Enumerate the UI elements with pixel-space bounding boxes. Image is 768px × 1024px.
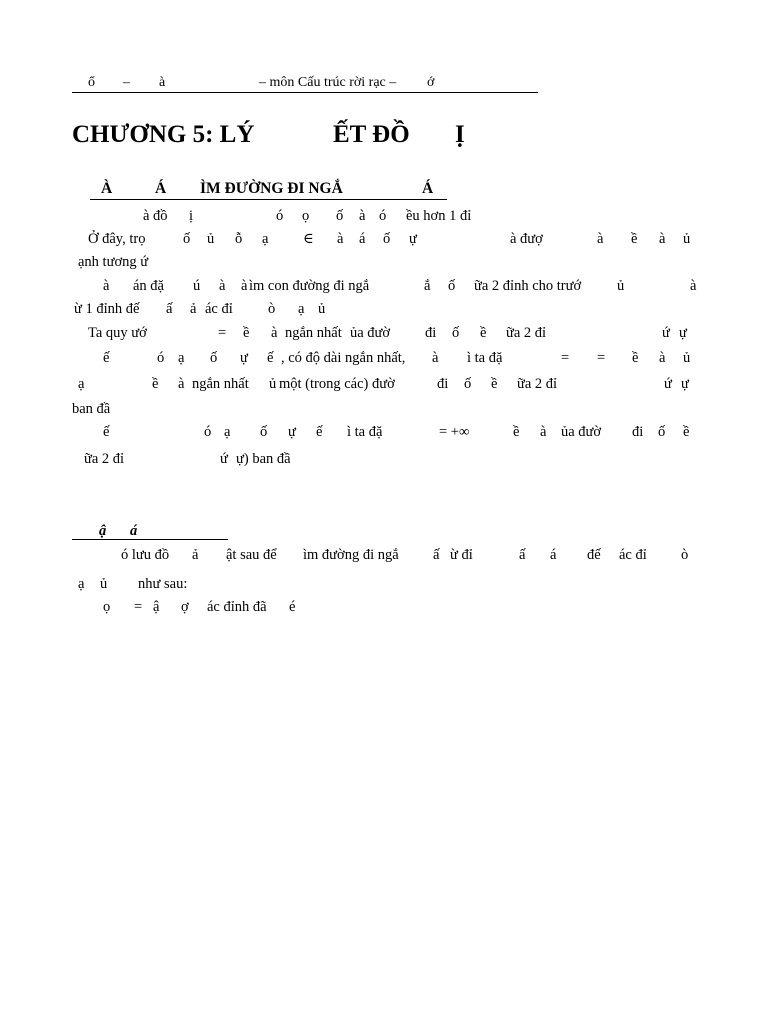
running-header: [72, 74, 538, 93]
header-course: – môn Cấu trúc rời rạc –: [259, 75, 397, 90]
header-fragment: à: [159, 75, 166, 90]
subsection-underline: [72, 539, 228, 540]
header-fragment: ớ: [427, 75, 435, 90]
header-fragment: ổ: [88, 75, 95, 90]
section-underline: [90, 199, 447, 200]
header-fragment: –: [123, 75, 130, 90]
